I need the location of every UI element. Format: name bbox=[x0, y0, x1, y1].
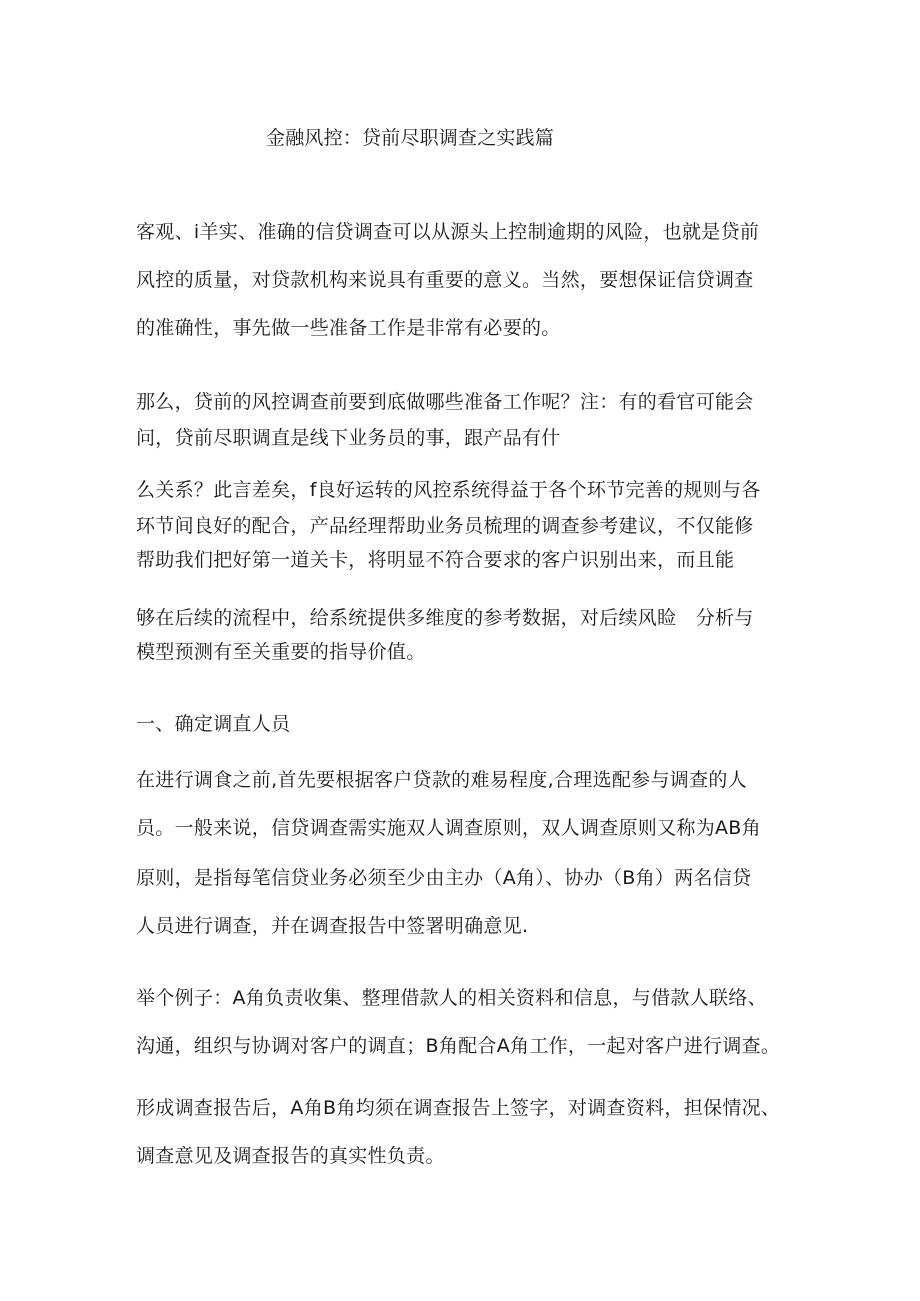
paragraph-2-line-2: 问，贷前尽职调直是线下业务员的事，跟产品有什 bbox=[136, 427, 561, 449]
paragraph-6-line-2: 员。一般来说，信贷调查需实施双人调查原则，双人调查原则又称为AB角 bbox=[136, 817, 761, 839]
paragraph-6-line-3: 原则，是指每笔信贷业务必须至少由主办（A角）、协办（B角）两名信贷 bbox=[136, 867, 752, 889]
paragraph-3-line-1: 么关系？此言差矣，f良好运转的风控系统得益于各个环节完善的规则与各 bbox=[136, 479, 761, 501]
paragraph-1-line-2: 风控的质量，对贷款机构来说具有重要的意义。当然，要想保证信贷调查 bbox=[136, 269, 754, 291]
paragraph-6-line-1: 在进行调食之前,首先要根据客户贷款的难易程度,合理选配参与调查的人 bbox=[136, 769, 747, 791]
paragraph-8-line-1: 形成调查报告后，A角B角均须在调查报告上签字，对调查资料，担保情况、 bbox=[136, 1097, 781, 1119]
paragraph-3-line-3: 帮助我们把好第一道关卡，将明显不符合要求的客户识别出来，而且能 bbox=[136, 549, 735, 571]
paragraph-8-line-2: 调查意见及调查报告的真实性负责。 bbox=[136, 1145, 445, 1167]
paragraph-3-line-2: 环节间良好的配合，产品经理帮助业务员梳理的调查参考建议，不仅能修 bbox=[136, 515, 754, 537]
paragraph-4-line-2: 模型预测有至关重要的指导价值。 bbox=[136, 641, 426, 663]
paragraph-4-line-1: 够在后续的流程中，给系统提供多维度的参考数据，对后续风睑 分析与 bbox=[136, 607, 754, 629]
paragraph-2-line-1: 那么，贷前的风控调查前要到底做哪些准备工作呢？注：有的看官可能会 bbox=[136, 391, 754, 413]
document-title: 金融风控：贷前尽职调查之实践篇 bbox=[266, 127, 555, 149]
section-heading: 一、确定调直人员 bbox=[136, 713, 291, 735]
paragraph-1-line-3: 的准确性，事先做一些准备工作是非常有必要的。 bbox=[136, 317, 561, 339]
paragraph-7-line-2: 沟通，组织与协调对客户的调直；B角配合A角工作，一起对客户进行调查。 bbox=[136, 1035, 781, 1057]
paragraph-1-line-1: 客观、i羊实、准确的信贷调查可以从源头上控制逾期的风险，也就是贷前 bbox=[136, 221, 760, 243]
paragraph-7-line-1: 举个例子：A角负责收集、整理借款人的相关资料和信息，与借款人联络、 bbox=[136, 987, 767, 1009]
paragraph-6-line-4: 人员进行调查，并在调查报告中签署明确意见. bbox=[136, 915, 529, 937]
